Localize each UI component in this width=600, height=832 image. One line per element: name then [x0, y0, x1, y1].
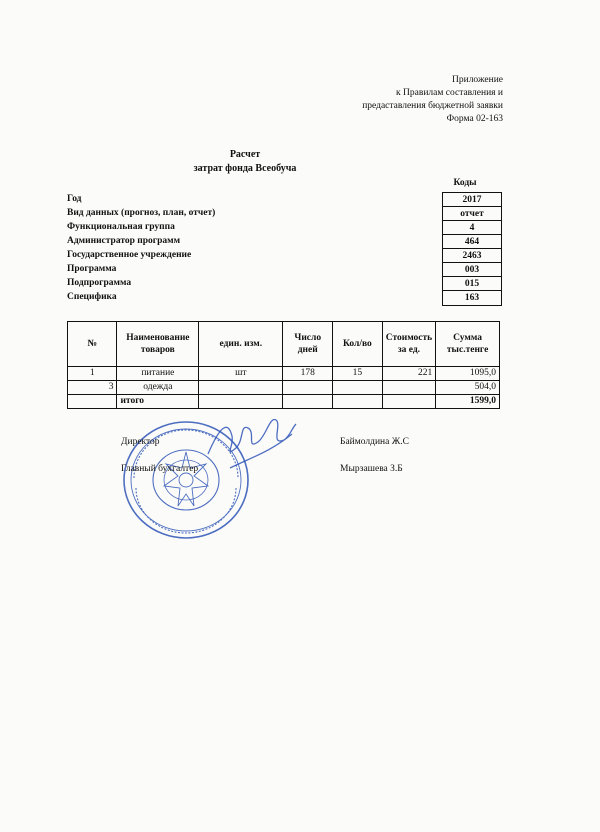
accountant-label: Главный бухгалтер	[121, 464, 199, 474]
total-label: итого	[117, 395, 199, 409]
param-code: 163	[464, 293, 480, 303]
director-label: Директор	[121, 437, 160, 447]
table-header-row	[68, 322, 500, 367]
cost-table	[67, 321, 500, 409]
column-header: Сумма тыс.тенге	[436, 322, 500, 367]
title-line-1: Расчет	[229, 149, 261, 160]
param-label: Вид данных (прогноз, план, отчет)	[67, 208, 216, 218]
column-header: Наименование товаров	[117, 322, 199, 367]
param-label: Специфика	[67, 292, 117, 302]
header-line: предаставления бюджетной заявки	[362, 101, 503, 111]
column-header: Число дней	[283, 322, 333, 367]
param-label: Администратор программ	[67, 236, 181, 246]
title-line-2: затрат фонда Всеобуча	[193, 163, 297, 174]
param-code: 2017	[443, 193, 501, 207]
column-header: №	[68, 322, 117, 367]
form-number: Форма 02-163	[446, 114, 503, 124]
table-row	[68, 367, 500, 381]
column-header: Кол/во	[333, 322, 383, 367]
param-code: 003	[443, 263, 501, 277]
document-title	[130, 148, 360, 176]
cell-unit	[199, 381, 283, 395]
codes-header: Коды	[453, 178, 477, 188]
param-label: Подпрограмма	[67, 278, 132, 288]
param-label: Год	[67, 194, 82, 204]
param-label: Государственное учреждение	[67, 250, 192, 260]
param-code: 464	[443, 235, 501, 249]
header-line: к Правилам составления и	[396, 88, 503, 98]
total-value: 1599,0	[436, 395, 500, 409]
accountant-name: Мырзашева З.Б	[340, 464, 403, 474]
cell-empty	[68, 395, 117, 409]
cell-unit-cost: 221	[382, 367, 436, 381]
cell-unit-cost	[382, 381, 436, 395]
codes-box	[442, 192, 502, 306]
param-code: 2463	[443, 249, 501, 263]
signature-scribble	[200, 406, 300, 476]
cell-empty	[333, 395, 383, 409]
cell-days: 178	[283, 367, 333, 381]
form-header	[362, 74, 503, 126]
cell-days	[283, 381, 333, 395]
cell-sum: 504,0	[436, 381, 500, 395]
cell-number: 3	[68, 381, 117, 395]
param-code: 015	[443, 277, 501, 291]
cell-quantity	[333, 381, 383, 395]
param-label: Программа	[67, 264, 117, 274]
param-label: Функциональная группа	[67, 222, 175, 232]
table-row	[68, 381, 500, 395]
column-header: един. изм.	[199, 322, 283, 367]
cell-quantity: 15	[333, 367, 383, 381]
cell-item: питание	[117, 367, 199, 381]
cell-unit: шт	[199, 367, 283, 381]
cell-number: 1	[68, 367, 117, 381]
column-header: Стоимость за ед.	[382, 322, 436, 367]
param-code: отчет	[443, 207, 501, 221]
param-code: 4	[443, 221, 501, 235]
cell-item: одежда	[117, 381, 199, 395]
director-name: Баймолдина Ж.С	[340, 437, 409, 447]
cell-sum: 1095,0	[436, 367, 500, 381]
header-line: Приложение	[452, 75, 503, 85]
cell-empty	[382, 395, 436, 409]
